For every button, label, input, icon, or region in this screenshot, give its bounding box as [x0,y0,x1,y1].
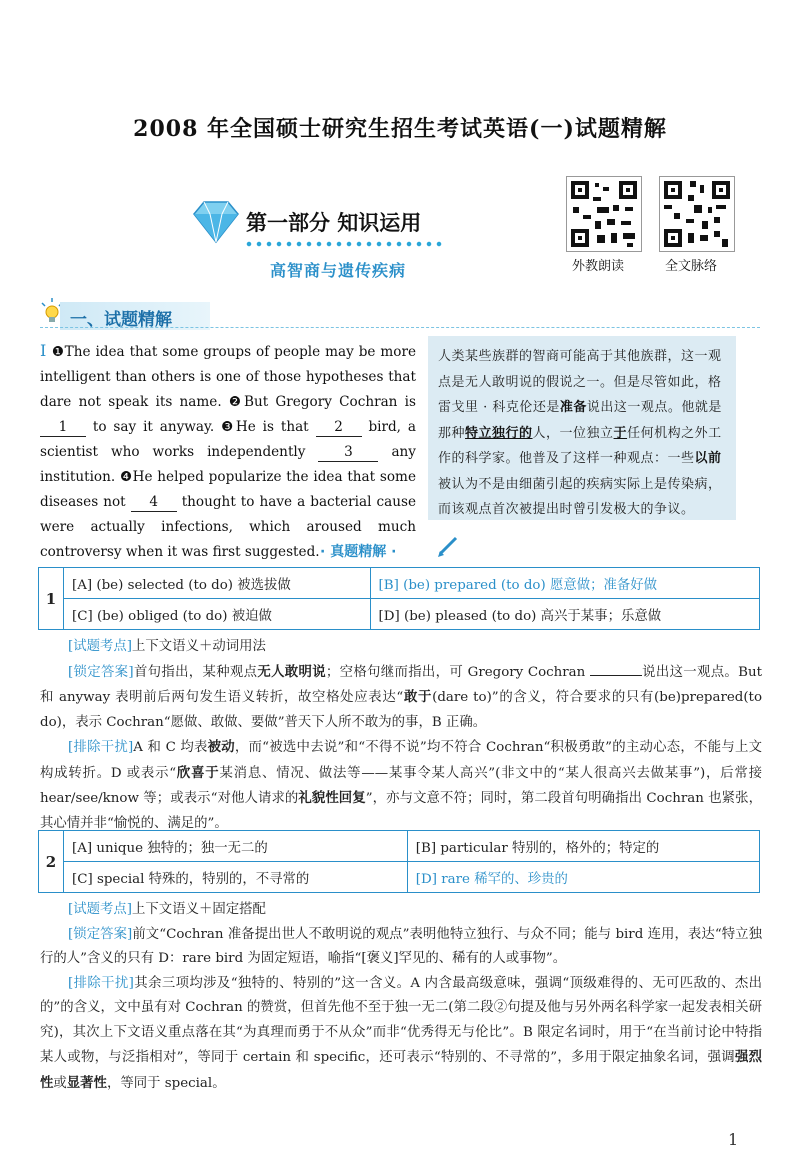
blank-2: 2 [316,418,362,437]
analysis-label: · 真题精解 · [320,544,397,560]
tag-suoding: [锁定答案] [68,664,134,680]
sentence-marker: ❷ [228,394,244,410]
tag-paichu: [排除干扰] [68,975,134,991]
diamond-icon [190,200,242,244]
option-b: [B] particular 特别的，格外的；特定的 [407,831,759,862]
passage-number: Ⅰ [40,341,47,360]
q2-analysis: [试题考点]上下文语义＋固定搭配 [锁定答案]前文“Cochran 准备提出世人不敢明说的观点”表明他特立独行、与众不同；能与 bird 连用，表达“特立独行的人”含义的只有 D：rare bird 为固定短语，喻指“[褒义]罕见的、稀有的人或事物”。 [排除干扰]其余三项均涉及“独特的、特别的”这一含义。A 内含最高级意味，强调“顶级难得的、无可匹敌的、杰出的”的含义，文中虽有对 Cochran 的赞赏，但首先他不至于独一无二(第二段②句提及他与另外两名科学家一起发表相关研究)，其次上下文语义重点落在其“为真理而勇于不从众”而非“优秀得无与伦比”。B 限定名词时，用于“在当前讨论中特指某人或物，与泛指相对”，等同于 certain 和 specific，还可表示“特别的、不寻常的”，多用于限定抽象名词，强调强烈性或显著性，等同于 special。 [40,902,763,1091]
options-table-q1 [38,567,760,630]
options-table-q2 [38,830,760,893]
translation-box: 人类某些族群的智商可能高于其他族群，这一观点是无人敢明说的假说之一。但是尽管如此，格雷戈里 · 科克伦还是准备说出这一观点。他就是那种特立独行的人，一位独立于任何机构之外工作的科学家。他普及了这样一种观点：一些以前被认为不是由细菌引起的疾病实际上是传染病，而该观点首次被提出时曾引发极大的争议。 [428,336,736,520]
part-subtitle: 高智商与遗传疾病 [270,261,407,280]
option-c: [C] (be) obliged (to do) 被迫做 [64,599,371,630]
section-divider [40,327,760,328]
blank-underline [590,663,642,676]
qr-label: 外教朗读 [572,259,625,274]
tag-kaodian: [试题考点] [68,639,133,654]
sentence-marker: ❶ [51,344,65,360]
part-title: 第一部分 知识运用 [246,211,422,235]
tag-suoding: [锁定答案] [68,926,133,942]
option-d-correct: [D] rare 稀罕的、珍贵的 [407,862,759,893]
option-b-correct: [B] (be) prepared (to do) 愿意做；准备好做 [370,568,759,599]
tag-kaodian: [试题考点] [68,902,133,917]
q1-analysis: [试题考点]上下文语义＋动词用法 [锁定答案]首句指出，某种观点无人敢明说；空格句继而指出，可 Gregory Cochran 说出这一观点。But 和 anyway 表明前后两句发生语义转折，故空格处应表达“敢于(dare to)”的含义，符合要求的只有(be)prepared(to do)，表示 Cochran“愿做、敢做、要做”普天下人所不敢为的事，B 正确。 [排除干扰]A 和 C 均表被动，而“被选中去说”和“不得不说”均不符合 Cochran“积极勇敢”的主动心态，不能与上文构成转折。D 或表示“欣喜于某消息、情况、做法等——某事令某人高兴”(非文中的“某人很高兴去做某事”)，后常接 hear/see/know 等；或表示“对他人请求的礼貌性回复”，亦与文意不符；同时，第二段首句明确指出 Cochran 也紧张，其心情并非“愉悦的、满足的”。 [40,639,763,831]
sentence-marker: ❸ [221,419,236,435]
qr-label: 全文脉络 [665,259,718,274]
sentence-marker: ❹ [119,469,133,485]
option-a: [A] unique 独特的；独一无二的 [64,831,408,862]
pen-icon [436,536,460,558]
passage-text: Ⅰ ❶The idea that some groups of people may be more intelligent than others is one of those hypotheses that dare not speak its name. ❷But Gregory Cochran is 1 to say it anyway. ❸He is that 2 bird, a scientist who works independently 3 any institution. ❹He helped popularize the idea that some diseases not 4 thought to have a bacterial cause were actually infections, which aroused much controversy when it was first suggested. [40,341,417,560]
blank-4: 4 [131,493,177,512]
question-number: 1 [39,568,64,630]
qr-code-icon[interactable] [566,176,642,252]
blank-3: 3 [318,443,378,462]
page-number: 1 [728,1130,739,1149]
option-a: [A] (be) selected (to do) 被选拔做 [64,568,371,599]
question-number: 2 [39,831,64,893]
section-heading: 一、试题精解 [70,310,172,330]
option-c: [C] special 特殊的，特别的，不寻常的 [64,862,408,893]
page-title: 2008 年全国硕士研究生招生考试英语(一)试题精解 [133,116,667,142]
dotted-divider [244,241,444,247]
qr-code-icon[interactable] [659,176,735,252]
blank-1: 1 [40,418,86,437]
option-d: [D] (be) pleased (to do) 高兴于某事；乐意做 [370,599,759,630]
tag-paichu: [排除干扰] [68,740,134,755]
